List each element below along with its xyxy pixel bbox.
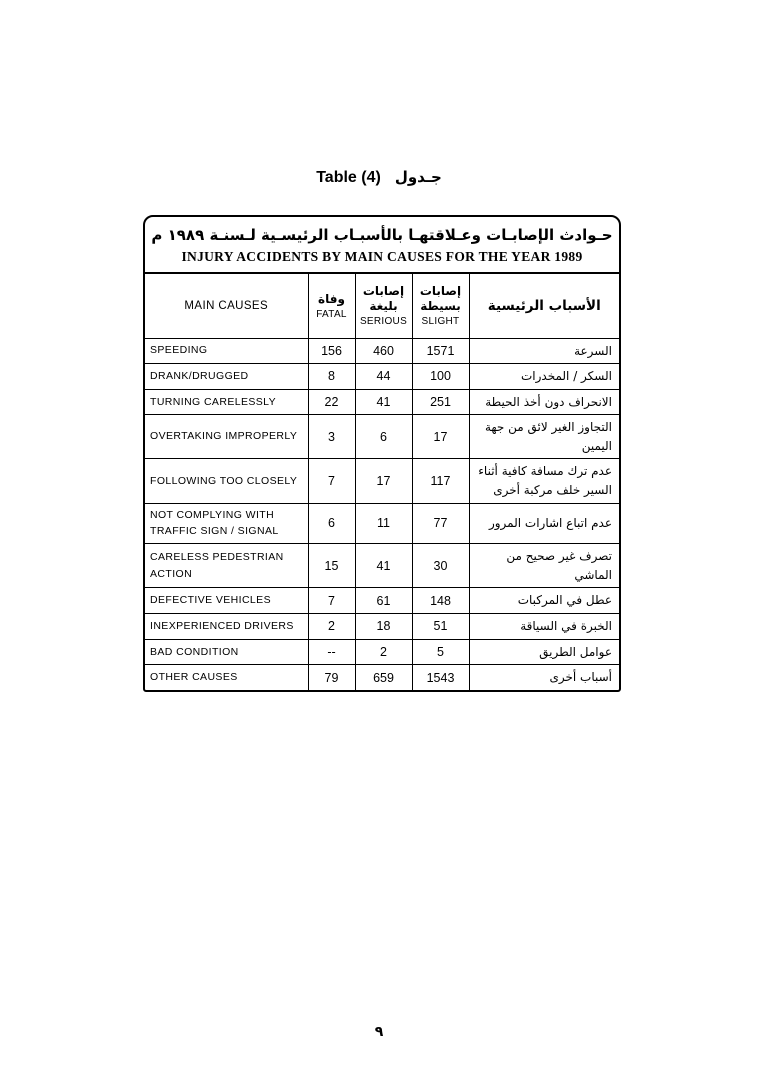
cause-en-cell: CARELESS PEDESTRIAN ACTION: [145, 544, 308, 588]
table-row: [145, 544, 619, 588]
col-header-serious-english: SERIOUS: [359, 316, 408, 328]
cause-ar-cell: الخبرة في السياقة: [469, 614, 619, 640]
fatal-cell: 6: [308, 503, 355, 544]
table-row: [145, 415, 619, 459]
fatal-cell: 7: [308, 588, 355, 614]
cause-en-cell: DEFECTIVE VEHICLES: [145, 588, 308, 614]
table-row: [145, 503, 619, 544]
col-header-main-causes: MAIN CAUSES: [145, 274, 308, 338]
table-row: [145, 338, 619, 364]
slight-cell: 5: [412, 639, 469, 665]
col-header-fatal: [308, 274, 355, 338]
col-header-fatal-english: FATAL: [316, 308, 347, 320]
serious-cell: 460: [355, 338, 412, 364]
cause-ar-cell: السرعة: [469, 338, 619, 364]
table-row: [145, 389, 619, 415]
serious-cell: 17: [355, 459, 412, 503]
cause-ar-cell: عوامل الطريق: [469, 639, 619, 665]
cause-en-cell: DRANK/DRUGGED: [145, 364, 308, 390]
cause-en-cell: TURNING CARELESSLY: [145, 389, 308, 415]
fatal-cell: 156: [308, 338, 355, 364]
heading-arabic: جـدول: [394, 168, 442, 186]
cause-ar-cell: السكر / المخدرات: [469, 364, 619, 390]
table-title-english: INJURY ACCIDENTS BY MAIN CAUSES FOR THE YEAR 1989: [181, 249, 583, 264]
slight-cell: 1543: [412, 665, 469, 690]
cause-ar-cell: الانحراف دون أخذ الحيطة: [469, 389, 619, 415]
cause-en-cell: FOLLOWING TOO CLOSELY: [145, 459, 308, 503]
cause-en-cell: INEXPERIENCED DRIVERS: [145, 614, 308, 640]
slight-cell: 77: [412, 503, 469, 544]
col-header-slight: [412, 274, 469, 338]
fatal-cell: 7: [308, 459, 355, 503]
table-row: [145, 459, 619, 503]
page-heading: [0, 168, 758, 187]
table-row: [145, 588, 619, 614]
table-row: [145, 614, 619, 640]
table-title-block: [145, 217, 619, 274]
col-header-serious: [355, 274, 412, 338]
cause-ar-cell: عدم اتباع اشارات المرور: [469, 503, 619, 544]
page-number: ٩: [374, 1024, 384, 1040]
cause-ar-cell: أسباب أخرى: [469, 665, 619, 690]
fatal-cell: 22: [308, 389, 355, 415]
table-title-arabic: حـوادث الإصابـات وعـلاقتهـا بالأسبـاب الرئيسـية لـسنـة ١٩٨٩ م: [151, 226, 613, 244]
cause-ar-cell: عطل في المركبات: [469, 588, 619, 614]
slight-cell: 117: [412, 459, 469, 503]
serious-cell: 18: [355, 614, 412, 640]
cause-ar-cell: عدم ترك مسافة كافية أثناء السير خلف مركبة أخرى: [469, 459, 619, 503]
cause-en-cell: OVERTAKING IMPROPERLY: [145, 415, 308, 459]
cause-en-cell: BAD CONDITION: [145, 639, 308, 665]
serious-cell: 41: [355, 389, 412, 415]
table-row: [145, 639, 619, 665]
cause-en-cell: SPEEDING: [145, 338, 308, 364]
serious-cell: 659: [355, 665, 412, 690]
col-header-fatal-arabic: وفاة: [318, 291, 345, 306]
fatal-cell: 2: [308, 614, 355, 640]
serious-cell: 44: [355, 364, 412, 390]
slight-cell: 1571: [412, 338, 469, 364]
col-header-slight-english: SLIGHT: [421, 316, 460, 328]
cause-en-cell: OTHER CAUSES: [145, 665, 308, 690]
slight-cell: 251: [412, 389, 469, 415]
slight-cell: 30: [412, 544, 469, 588]
fatal-cell: 3: [308, 415, 355, 459]
serious-cell: 41: [355, 544, 412, 588]
serious-cell: 2: [355, 639, 412, 665]
slight-cell: 148: [412, 588, 469, 614]
fatal-cell: 15: [308, 544, 355, 588]
slight-cell: 17: [412, 415, 469, 459]
col-header-slight-arabic: إصابات بسيطة: [419, 284, 462, 313]
serious-cell: 11: [355, 503, 412, 544]
cause-ar-cell: التجاوز الغير لائق من جهة اليمين: [469, 415, 619, 459]
col-header-serious-arabic: إصابات بليغة: [362, 284, 405, 313]
slight-cell: 100: [412, 364, 469, 390]
heading-english: Table (4): [316, 169, 381, 186]
fatal-cell: 79: [308, 665, 355, 690]
cause-en-cell: NOT COMPLYING WITH TRAFFIC SIGN / SIGNAL: [145, 503, 308, 544]
fatal-cell: --: [308, 639, 355, 665]
cause-ar-cell: تصرف غير صحيح من الماشي: [469, 544, 619, 588]
data-table: [145, 274, 619, 690]
table-row: [145, 364, 619, 390]
serious-cell: 6: [355, 415, 412, 459]
serious-cell: 61: [355, 588, 412, 614]
fatal-cell: 8: [308, 364, 355, 390]
col-header-main-causes-arabic: الأسباب الرئيسية: [469, 274, 619, 338]
injury-accidents-table: [143, 215, 621, 692]
column-header-row: [145, 274, 619, 338]
table-row: [145, 665, 619, 690]
slight-cell: 51: [412, 614, 469, 640]
